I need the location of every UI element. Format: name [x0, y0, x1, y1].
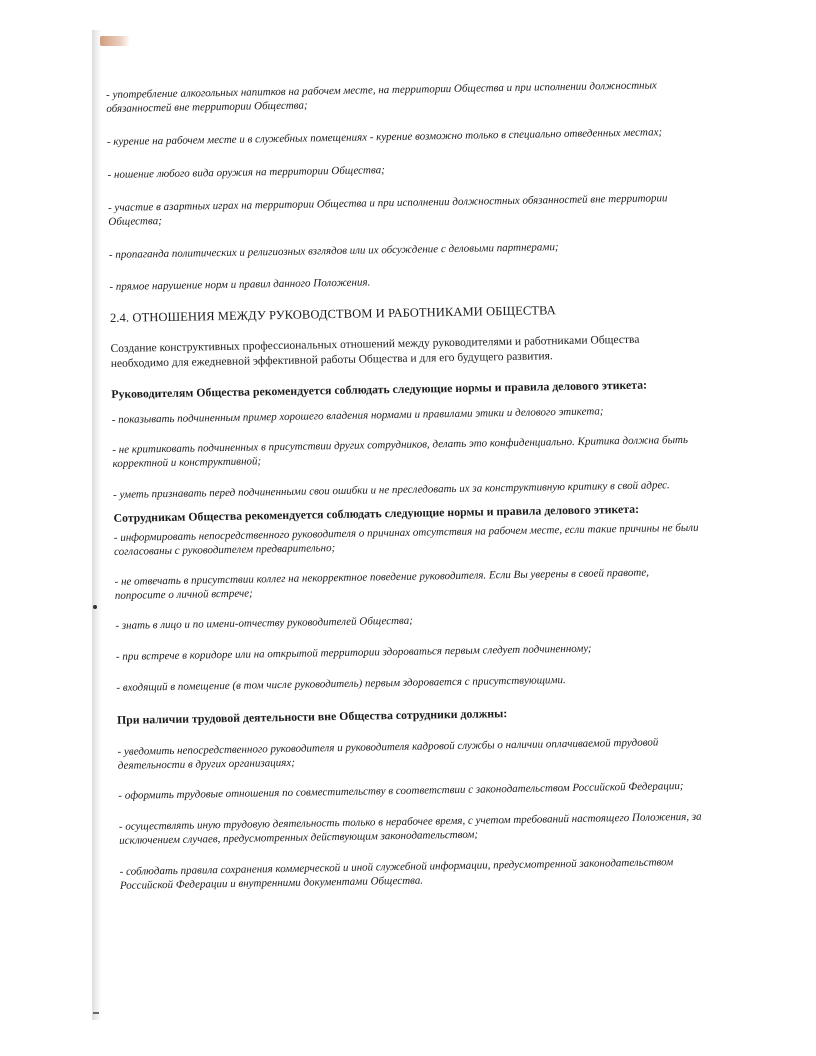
employees-title: Сотрудникам Общества рекомендуется соблюдать следующие нормы и правила делового этикета: — [113, 501, 640, 525]
employees-item: - при встрече в коридоре или на открытой территории здороваться первым следует подчиненному; — [115, 642, 592, 663]
item-smoking: - курение на рабочем месте и в служебных помещениях - курение возможно только в специально отведенных местах; — [106, 126, 663, 148]
scan-left-edge-shadow — [92, 30, 102, 1020]
employees-item: - знать в лицо и по имени-отчеству руководителей Общества; — [115, 614, 413, 632]
managers-item: - уметь признавать перед подчиненными свои ошибки и не преследовать их за конструктивную критику в свой адрес. — [112, 479, 670, 501]
document-page — [106, 78, 706, 893]
outside-title: При наличии трудовой деятельности вне Общества сотрудники должны: — [116, 706, 508, 727]
managers-item: - не критиковать подчиненных в присутствии других сотрудников, делать это конфиденциально. Критика должна быть корректной и конструктивной; — [112, 433, 689, 470]
section-heading: 2.4. ОТНОШЕНИЯ МЕЖДУ РУКОВОДСТВОМ И РАБОТНИКАМИ ОБЩЕСТВА — [109, 303, 556, 325]
item-gambling: - участие в азартных играх на территории Общества и при исполнении должностных обязанностей вне территории Общества; — [107, 192, 668, 228]
item-alcohol: - употребление алкогольных напитков на рабочем месте, на территории Общества и при исполнении должностных обязанностей вне территории Общества; — [106, 79, 658, 115]
employees-item: - информировать непосредственного руководителя о причинах отсутствия на рабочем месте, если такие причины не были согласованы с руководителем предварительно; — [113, 521, 699, 558]
managers-title: Руководителям Общества рекомендуется соблюдать следующие нормы и правила делового этикета: — [111, 377, 648, 401]
item-propaganda: - пропаганда политических и религиозных взглядов или их обсуждение с деловыми партнерами; — [108, 241, 559, 261]
outside-item: - уведомить непосредственного руководителя и руководителя кадровой службы о наличии оплачиваемой трудовой деятельности в других организациях; — [117, 736, 659, 772]
employees-item: - входящий в помещение (в том числе руководитель) первым здоровается с присутствующими. — [116, 674, 566, 694]
scan-dot-mark — [93, 605, 97, 609]
outside-item: - соблюдать правила сохранения коммерческой и иной служебной информации, предусмотренной законодательством Российской Федерации и внутренними документами Общества. — [119, 856, 674, 892]
managers-item: - показывать подчиненным пример хорошего владения нормами и правилами этики и делового этикета; — [111, 405, 604, 426]
outside-item: - осуществлять иную трудовую деятельность только в нерабочее время, с учетом требований настоящего Положения, за исключением случаев, предусмотренных действующим законодательством; — [118, 810, 702, 847]
item-violation: - прямое нарушение норм и правил данного Положения. — [109, 276, 371, 293]
section-intro: Создание конструктивных профессиональных отношений между руководителями и работниками Общества необходимо для ежедневной эффективной работы Общества и для его будущего развития. — [110, 333, 640, 370]
outside-item: - оформить трудовые отношения по совместительству в соответствии с законодательством Российской Федерации; — [118, 780, 684, 802]
scan-corner-mark — [100, 36, 130, 46]
employees-item: - не отвечать в присутствии коллег на некорректное поведение руководителя. Если Вы уверены в своей правоте, попросите о личной встрече; — [114, 566, 650, 602]
scan-bottom-mark — [93, 1012, 99, 1014]
item-weapons: - ношение любого вида оружия на территории Общества; — [107, 164, 385, 181]
